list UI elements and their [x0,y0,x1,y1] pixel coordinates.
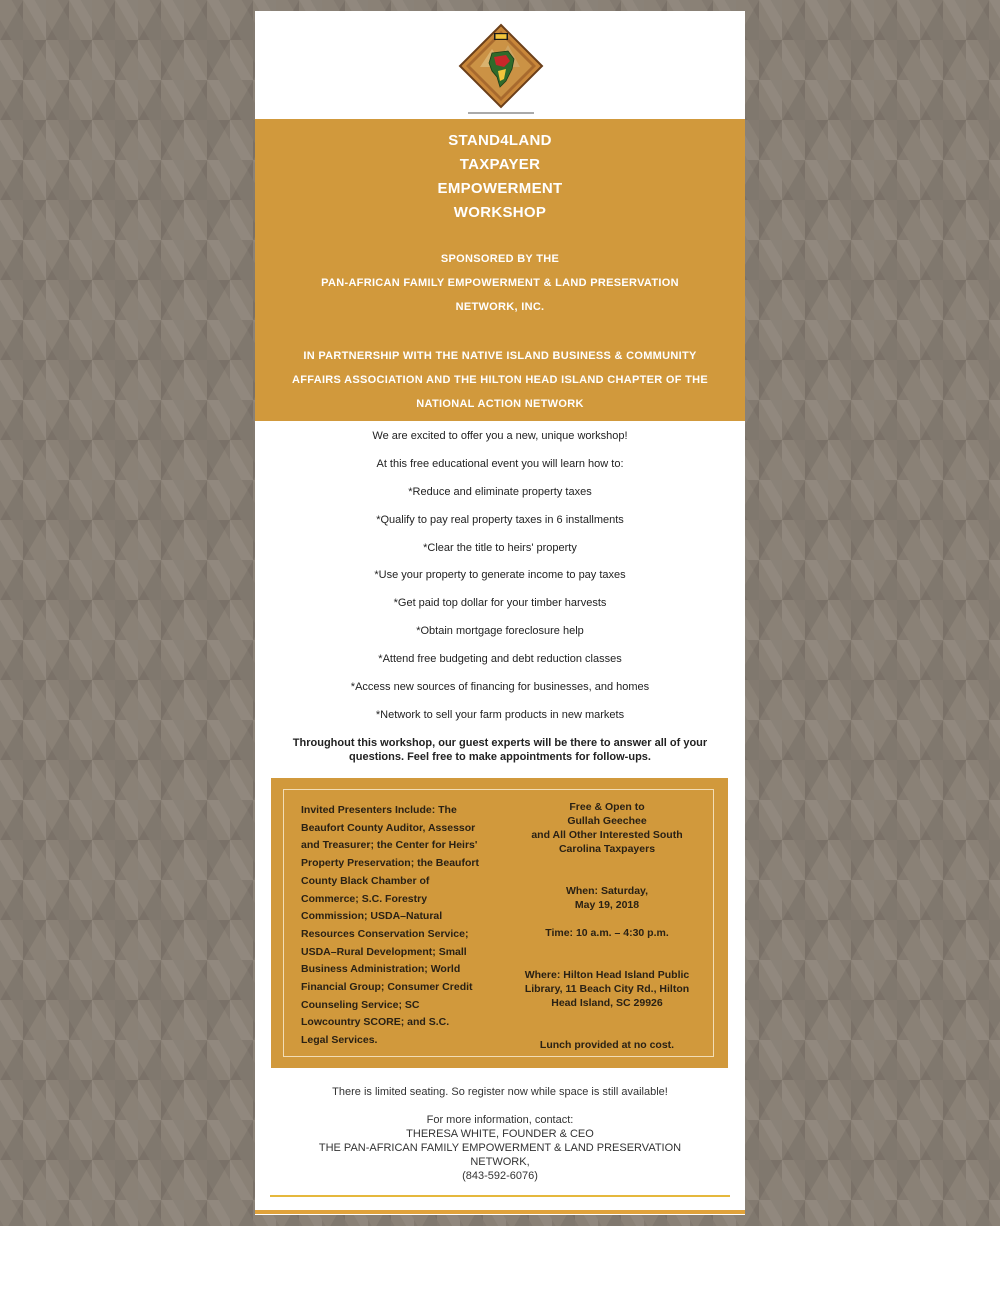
presenters-line: County Black Chamber of [301,874,430,887]
workshop-title [255,129,745,225]
presenters-text [301,802,496,1050]
partner-line: IN PARTNERSHIP WITH THE NATIVE ISLAND BUSINESS & COMMUNITY [303,350,697,362]
presenters-line: Business Administration; World [301,963,461,976]
event-info-box [271,778,728,1068]
presenters-line: and Treasurer; the Center for Heirs' [301,839,478,852]
presenters-line: Counseling Service; SC [301,998,420,1011]
flyer-page [255,11,745,1215]
pan-african-network-logo [456,21,546,115]
list-item: *Obtain mortgage foreclosure help [416,625,584,638]
closing-line: questions. Feel free to make appointments for follow-ups. [349,751,651,763]
header-banner [255,119,745,421]
seating-note: There is limited seating. So register now while space is still available! [332,1086,668,1098]
intro-line: At this free educational event you will learn how to: [376,457,624,470]
sponsor-line: SPONSORED BY THE [440,253,560,265]
title-line: EMPOWERMENT [437,180,563,197]
list-item: *Attend free budgeting and debt reduction classes [378,653,622,666]
event-date: May 19, 2018 [574,899,640,911]
title-line: WORKSHOP [453,204,547,221]
contact-footer [275,1085,725,1183]
divider [270,1195,730,1197]
lunch-note: Lunch provided at no cost. [539,1039,675,1051]
contact-line: For more information, contact: [426,1114,574,1126]
closing-line: Throughout this workshop, our guest experts will be there to answer all of your [292,737,708,749]
presenters-line: Commerce; S.C. Forestry [301,892,428,905]
event-date: When: Saturday, [565,885,649,897]
list-item: *Access new sources of financing for businesses, and homes [350,681,650,694]
event-time: Time: 10 a.m. – 4:30 p.m. [545,927,669,939]
title-line: STAND4LAND [448,132,552,149]
list-item: *Use your property to generate income to pay taxes [374,569,626,582]
audience-line: and All Other Interested South [531,829,683,841]
workshop-benefits-list [255,428,745,735]
audience-line: Gullah Geechee [567,815,647,827]
sponsor-line: NETWORK, INC. [455,301,545,313]
list-item: *Reduce and eliminate property taxes [408,485,592,498]
event-location: Head Island, SC 29926 [551,997,663,1009]
event-info-border [283,789,714,1057]
contact-line: THE PAN-AFRICAN FAMILY EMPOWERMENT & LAND PRESERVATION [318,1142,682,1154]
sponsor-text [285,247,715,319]
contact-line: THERESA WHITE, FOUNDER & CEO [406,1128,594,1140]
presenters-line: Legal Services. [301,1034,378,1047]
presenters-line: Resources Conservation Service; [301,927,469,940]
intro-line: We are excited to offer you a new, unique workshop! [372,430,628,442]
contact-phone: (843-592-6076) [462,1170,538,1182]
partner-line: AFFAIRS ASSOCIATION AND THE HILTON HEAD ISLAND CHAPTER OF THE [292,374,708,386]
presenters-line: Beaufort County Auditor, Assessor [301,821,476,834]
presenters-line: Lowcountry SCORE; and S.C. [301,1016,450,1029]
list-item: *Qualify to pay real property taxes in 6 installments [376,513,624,526]
contact-line: NETWORK, [470,1156,530,1168]
closing-paragraph [283,736,717,764]
list-item: *Network to sell your farm products in new markets [375,708,625,721]
partner-line: NATIONAL ACTION NETWORK [416,398,584,410]
event-location: Where: Hilton Head Island Public [524,969,690,981]
presenters-line: Property Preservation; the Beaufort [301,857,479,870]
logo-area [255,11,745,119]
audience-line: Carolina Taxpayers [558,843,656,855]
sponsor-line: PAN-AFRICAN FAMILY EMPOWERMENT & LAND PRESERVATION [321,277,679,289]
presenters-line: USDA–Rural Development; Small [301,945,467,958]
partner-text [285,344,715,416]
presenters-line: Commission; USDA–Natural [301,910,443,923]
presenters-line: Financial Group; Consumer Credit [301,981,473,994]
title-line: TAXPAYER [459,156,541,173]
list-item: *Get paid top dollar for your timber harvests [393,597,607,610]
presenters-line: Invited Presenters Include: The [301,804,457,816]
event-details [512,800,702,1052]
list-item: *Clear the title to heirs' property [423,541,577,554]
audience-line: Free & Open to [569,801,645,813]
bottom-border [255,1210,745,1214]
event-location: Library, 11 Beach City Rd., Hilton [524,983,690,995]
